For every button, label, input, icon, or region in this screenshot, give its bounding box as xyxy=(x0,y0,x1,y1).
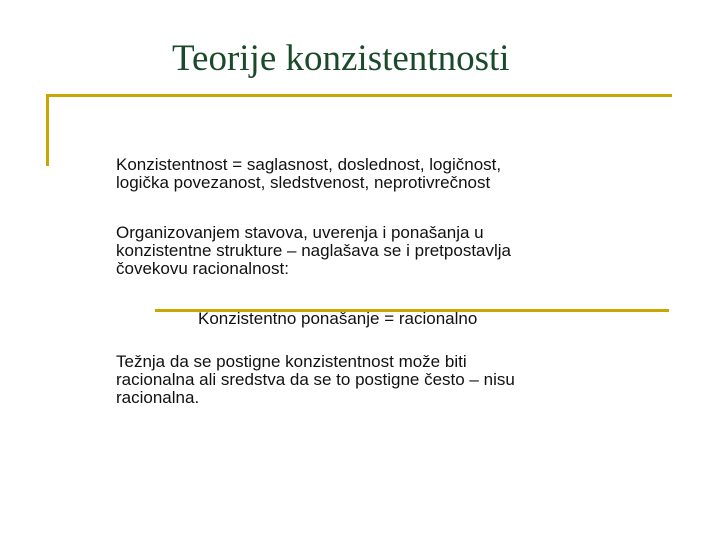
paragraph-line: Konzistentnost = saglasnost, doslednost, logičnost, xyxy=(116,155,502,174)
highlight-statement: Konzistentno ponašanje = racionalno xyxy=(198,309,478,328)
top-horizontal-rule xyxy=(46,94,672,97)
paragraph-line: konzistentne strukture – naglašava se i pretpostavlja xyxy=(116,241,512,260)
paragraph-striving xyxy=(116,353,515,407)
slide-title: Teorije konzistentnosti xyxy=(172,38,510,79)
paragraph-line: čovekovu racionalnost: xyxy=(116,259,289,278)
top-vertical-rule xyxy=(46,94,49,166)
paragraph-line: racionalna ali sredstva da se to postigne često – nisu xyxy=(116,370,515,389)
paragraph-line: Organizovanjem stavova, uverenja i ponašanja u xyxy=(116,223,484,242)
paragraph-consistency-definition xyxy=(116,156,501,192)
paragraph-line: logička povezanost, sledstvenost, neprotivrečnost xyxy=(116,173,491,192)
paragraph-organization xyxy=(116,224,511,278)
paragraph-line: racionalna. xyxy=(116,388,200,407)
paragraph-line: Težnja da se postigne konzistentnost može biti xyxy=(116,352,467,371)
